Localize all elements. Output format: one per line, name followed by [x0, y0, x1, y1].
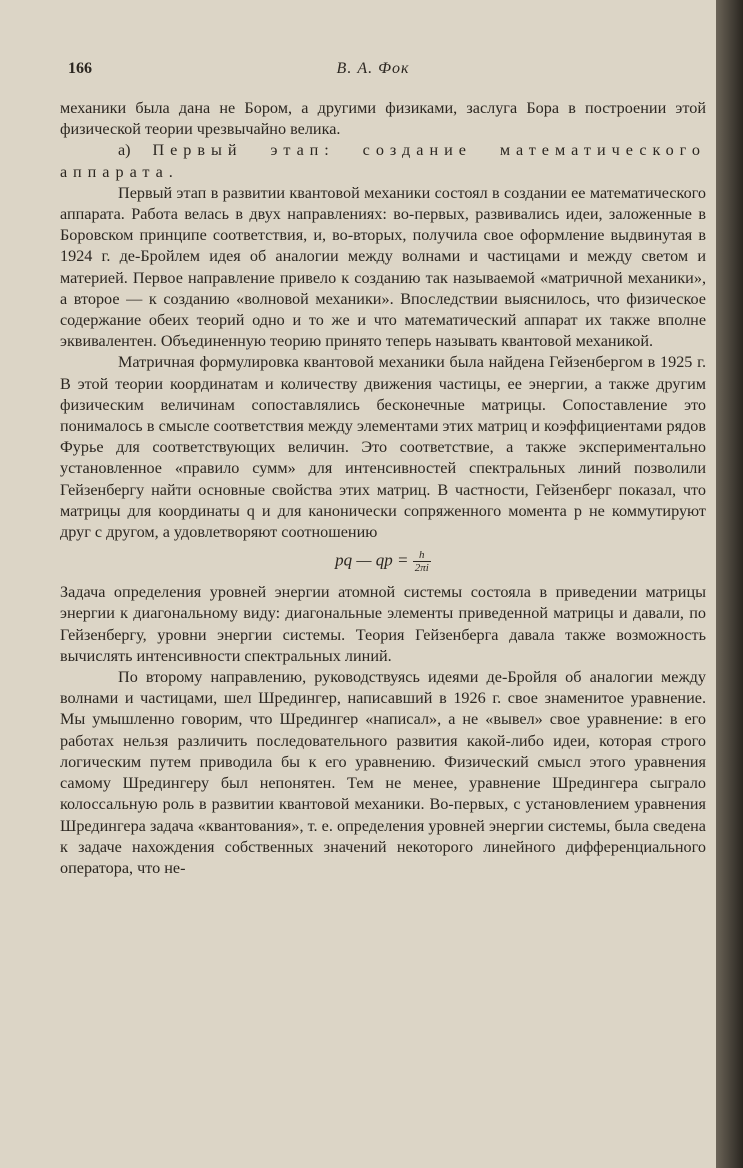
formula-lhs: pq — qp =: [335, 550, 409, 570]
commutation-formula: [60, 549, 706, 574]
body-text: [60, 98, 706, 879]
running-title: В. А. Фок: [336, 60, 410, 77]
section-heading: [60, 140, 706, 182]
page-edge-shadow: [716, 0, 743, 1168]
paragraph: Первый этап в развитии квантовой механики состоял в создании ее математического аппарата. Работа велась в двух направлениях: во-первых, развивались идеи, заложенные в Боровском принципе соответствия, и, во-вторых, получила свое оформление выдвинутая в 1924 г. де-Бройлем идея об аналогии между волнами и частицами и между светом и материей. Первое направление привело к созданию так называемой «матричной механики», а второе — к созданию «волновой механики». Впоследствии выяснилось, что физическое содержание обеих теорий одно и то же и что математический аппарат их также вполне эквивалентен. Объединенную теорию принято теперь называть квантовой механикой.: [60, 183, 706, 351]
formula-numerator: h: [413, 549, 431, 562]
paragraph: механики была дана не Бором, а другими физиками, заслуга Бора в построении этой физической теории чрезвычайно велика.: [60, 99, 706, 139]
page-number: 166: [68, 60, 92, 77]
paragraph: По второму направлению, руководствуясь идеями де-Бройля об аналогии между волнами и частицами, шел Шредингер, написавший в 1926 г. свое знаменитое уравнение. Мы умышленно говорим, что Шредингер «написал», а не «вывел» свое уравнение: в его работах нельзя различить последовательного развития какой-либо идеи, которая строго логическим путем приводила бы к его уравнению. Физический смысл этого уравнения самому Шредингеру был непонятен. Тем не менее, уравнение Шредингера сыграло колоссальную роль в развитии квантовой механики. Во-первых, с установлением уравнения Шредингера задача «квантования», т. е. определения уровней энергии системы, была сведена к задаче нахождения собственных значений некоторого линейного дифференциального оператора, что не-: [60, 668, 706, 877]
section-label: а): [118, 141, 153, 160]
formula-fraction: [413, 549, 431, 574]
formula-denominator: 2πi: [414, 562, 429, 575]
paragraph: Матричная формулировка квантовой механики была найдена Гейзенбергом в 1925 г. В этой теории координатам и количеству движения частицы, ее энергии, а также другим физическим величинам сопоставлялись бесконечные матрицы. Сопоставление это понималось в смысле соответствия между элементами этих матриц и коэффициентами рядов Фурье для соответствующих величин. Это соответствие, а также экспериментально установленное «правило сумм» для интенсивностей спектральных линий позволили Гейзенбергу найти основные свойства этих матриц. В частности, Гейзенберг показал, что матрицы для координаты q и для канонически сопряженного момента p не коммутируют друг с другом, а удовлетворяют соотношению: [60, 353, 706, 542]
running-header: [68, 60, 678, 82]
section-title: Первый этап: создание математического аппарата.: [60, 141, 706, 181]
paragraph: Задача определения уровней энергии атомной системы состояла в приведении матрицы энергии к диагональному виду: диагональные элементы приведенной матрицы и давали, по Гейзенбергу, уровни энергии системы. Теория Гейзенберга давала также возможность вычислять интенсивности спектральных линий.: [60, 583, 706, 665]
